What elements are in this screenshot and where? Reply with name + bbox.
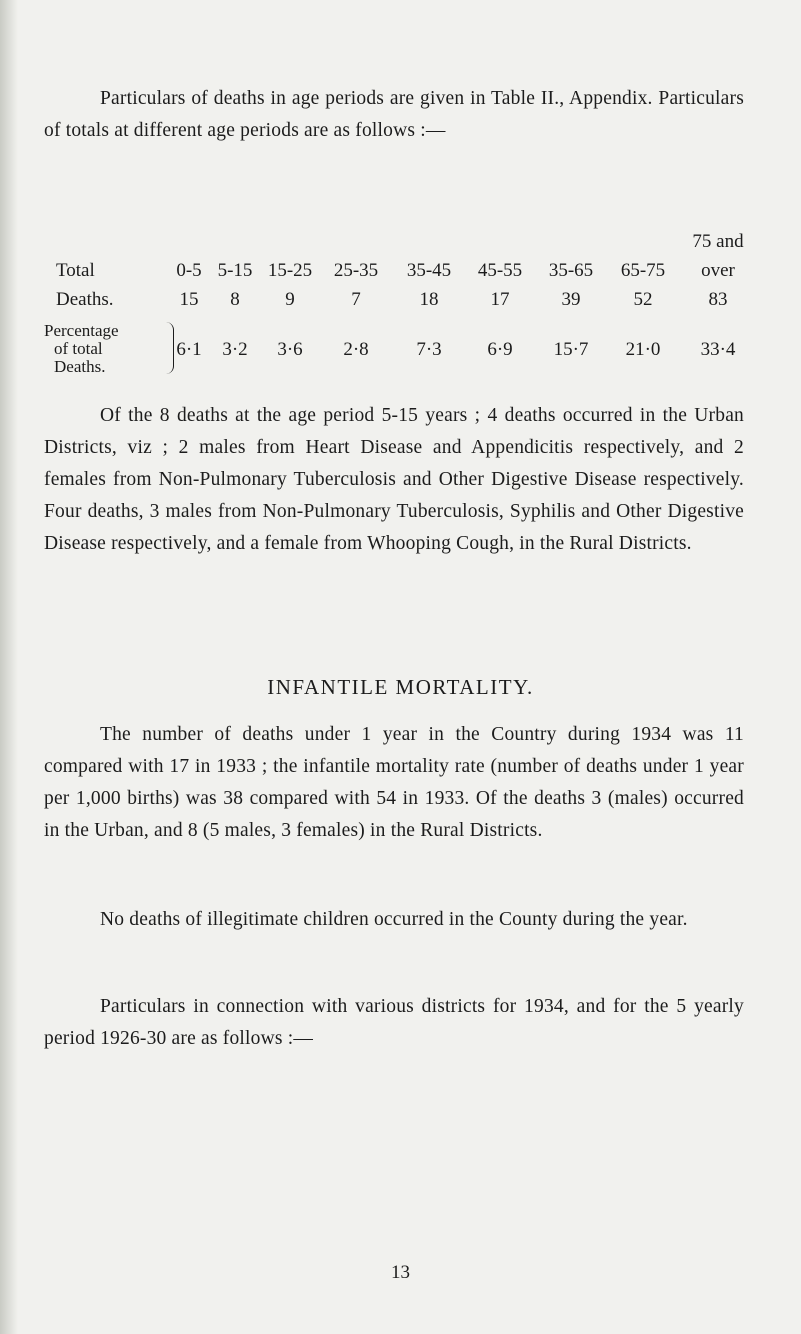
- page-number: 13: [391, 1262, 410, 1283]
- deaths-cell: 18: [419, 289, 439, 310]
- illegitimate-paragraph: No deaths of illegitimate children occurred in the County during the year.: [100, 909, 688, 930]
- table-header-cell: 0-5: [176, 260, 202, 281]
- deaths-cell: 39: [561, 289, 581, 310]
- deaths-cell: 8: [230, 289, 240, 310]
- over-75-label-top: 75 and: [692, 231, 744, 252]
- table-header-cell: 65-75: [620, 260, 666, 281]
- percentage-cell: 33·4: [700, 339, 736, 360]
- table-header-cell: 45-55: [477, 260, 523, 281]
- percentage-cell: 2·8: [343, 339, 369, 360]
- table-header-cell: 15-25: [267, 260, 313, 281]
- deaths-cell: 83: [708, 289, 728, 310]
- table-header-cell: 35-65: [548, 260, 594, 281]
- table-header-cell: 25-35: [333, 260, 379, 281]
- deaths-cell: 9: [285, 289, 295, 310]
- percentage-label-line: Deaths.: [54, 357, 106, 376]
- table-header-cell: over: [701, 260, 735, 281]
- page-edge-shadow: [0, 0, 18, 1334]
- infant-mortality-paragraph: The number of deaths under 1 year in the Country during 1934 was 11 compared with 17 in 1933 ; the infantile mortality rate (number of deaths under 1 year per 1,000 births) was 38 compared with 54 in 1933. Of the deaths 3 (males) occurred in the Urban, and 8 (5 males, 3 females) in the Rural Districts.: [44, 724, 744, 841]
- age-period-paragraph: Of the 8 deaths at the age period 5-15 years ; 4 deaths occurred in the Urban Districts, viz ; 2 males from Heart Disease and Appendicitis respectively, and 2 females from Non-Pulmonary Tuberculosis and Other Digestive Disease respectively. Four deaths, 3 males from Non-Pulmonary Tuberculosis, Syphilis and Other Digestive Disease respectively, and a female from Whooping Cough, in the Rural Districts.: [44, 405, 744, 554]
- percentage-cell: 3·6: [277, 339, 303, 360]
- percentage-label-line: Percentage: [44, 321, 119, 340]
- deaths-cell: 17: [490, 289, 510, 310]
- percentage-cell: 6·9: [487, 339, 513, 360]
- deaths-cell: 52: [633, 289, 653, 310]
- percentage-cell: 21·0: [625, 339, 661, 360]
- deaths-cell: 15: [179, 289, 199, 310]
- row-brace: [163, 322, 174, 374]
- table-header-cell: 5-15: [217, 260, 253, 281]
- percentage-cell: 3·2: [222, 339, 248, 360]
- deaths-cell: 7: [351, 289, 361, 310]
- section-heading: INFANTILE MORTALITY.: [267, 675, 534, 699]
- table-header-total: Total: [56, 260, 95, 281]
- percentage-label-line: of total: [54, 339, 103, 358]
- percentage-cell: 6·1: [176, 339, 202, 360]
- intro-paragraph: Particulars of deaths in age periods are given in Table II., Appendix. Particulars of totals at different age periods are as follows :—: [44, 88, 744, 141]
- percentage-cell: 7·3: [416, 339, 442, 360]
- percentage-cell: 15·7: [553, 339, 589, 360]
- deaths-row-label: Deaths.: [56, 289, 114, 310]
- districts-paragraph: Particulars in connection with various districts for 1934, and for the 5 yearly period 1926-30 are as follows :—: [44, 996, 744, 1049]
- table-header-cell: 35-45: [406, 260, 452, 281]
